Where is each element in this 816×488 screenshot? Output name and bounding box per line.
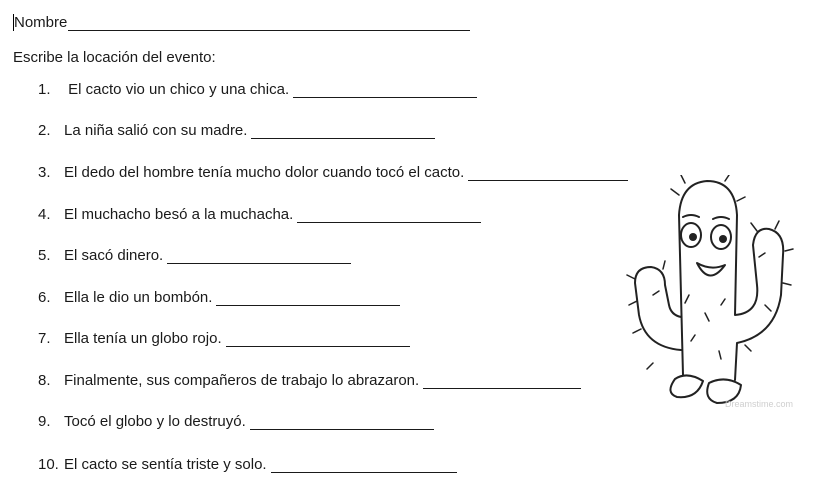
question-text: Ella tenía un globo rojo. xyxy=(64,330,222,347)
watermark-text: Dreamstime.com xyxy=(725,399,794,409)
answer-blank[interactable] xyxy=(250,415,434,430)
cactus-left-arm xyxy=(635,267,681,350)
question-number: 7. xyxy=(38,330,51,347)
question-text: El sacó dinero. xyxy=(64,247,164,264)
cactus-left-pupil xyxy=(689,233,697,241)
question-text: Tocó el globo y lo destruyó. xyxy=(64,413,246,430)
question-item xyxy=(38,164,628,181)
answer-blank[interactable] xyxy=(216,291,400,306)
question-text: El cacto se sentía triste y solo. xyxy=(64,456,267,473)
question-number: 2. xyxy=(38,122,51,139)
question-item xyxy=(38,206,481,223)
cactus-illustration xyxy=(625,175,815,415)
cactus-eyebrows xyxy=(683,215,729,219)
instruction-text: Escribe la locación del evento: xyxy=(13,49,216,66)
question-item xyxy=(38,122,435,139)
question-number: 1. xyxy=(38,81,51,98)
question-number: 3. xyxy=(38,164,51,181)
answer-blank[interactable] xyxy=(293,83,477,98)
question-number: 5. xyxy=(38,247,51,264)
answer-blank[interactable] xyxy=(468,166,628,181)
question-number: 4. xyxy=(38,206,51,223)
answer-blank[interactable] xyxy=(297,208,481,223)
question-number: 6. xyxy=(38,289,51,306)
answer-blank[interactable] xyxy=(423,374,581,389)
answer-blank[interactable] xyxy=(167,249,351,264)
question-item xyxy=(38,81,477,98)
question-item xyxy=(38,247,351,264)
cactus-mouth xyxy=(697,263,725,276)
question-number: 8. xyxy=(38,372,51,389)
question-text: Ella le dio un bombón. xyxy=(64,289,213,306)
question-text: Finalmente, sus compañeros de trabajo lo abrazaron. xyxy=(64,372,420,389)
question-text: El muchacho besó a la muchacha. xyxy=(64,206,294,223)
question-item xyxy=(38,330,410,347)
question-number: 9. xyxy=(38,413,51,430)
answer-blank[interactable] xyxy=(271,458,457,473)
question-text: La niña salió con su madre. xyxy=(64,122,248,139)
question-item xyxy=(38,372,581,389)
question-text: El cacto vio un chico y una chica. xyxy=(64,81,290,98)
question-item xyxy=(38,413,434,430)
cactus-body xyxy=(679,181,783,380)
answer-blank[interactable] xyxy=(226,332,410,347)
question-text: El dedo del hombre tenía mucho dolor cuando tocó el cacto. xyxy=(64,164,465,181)
answer-blank[interactable] xyxy=(251,124,435,139)
name-label: Nombre xyxy=(14,14,68,31)
question-number: 10. xyxy=(38,456,59,473)
question-item xyxy=(38,289,400,306)
question-item xyxy=(38,456,457,473)
cactus-right-pupil xyxy=(719,235,727,243)
